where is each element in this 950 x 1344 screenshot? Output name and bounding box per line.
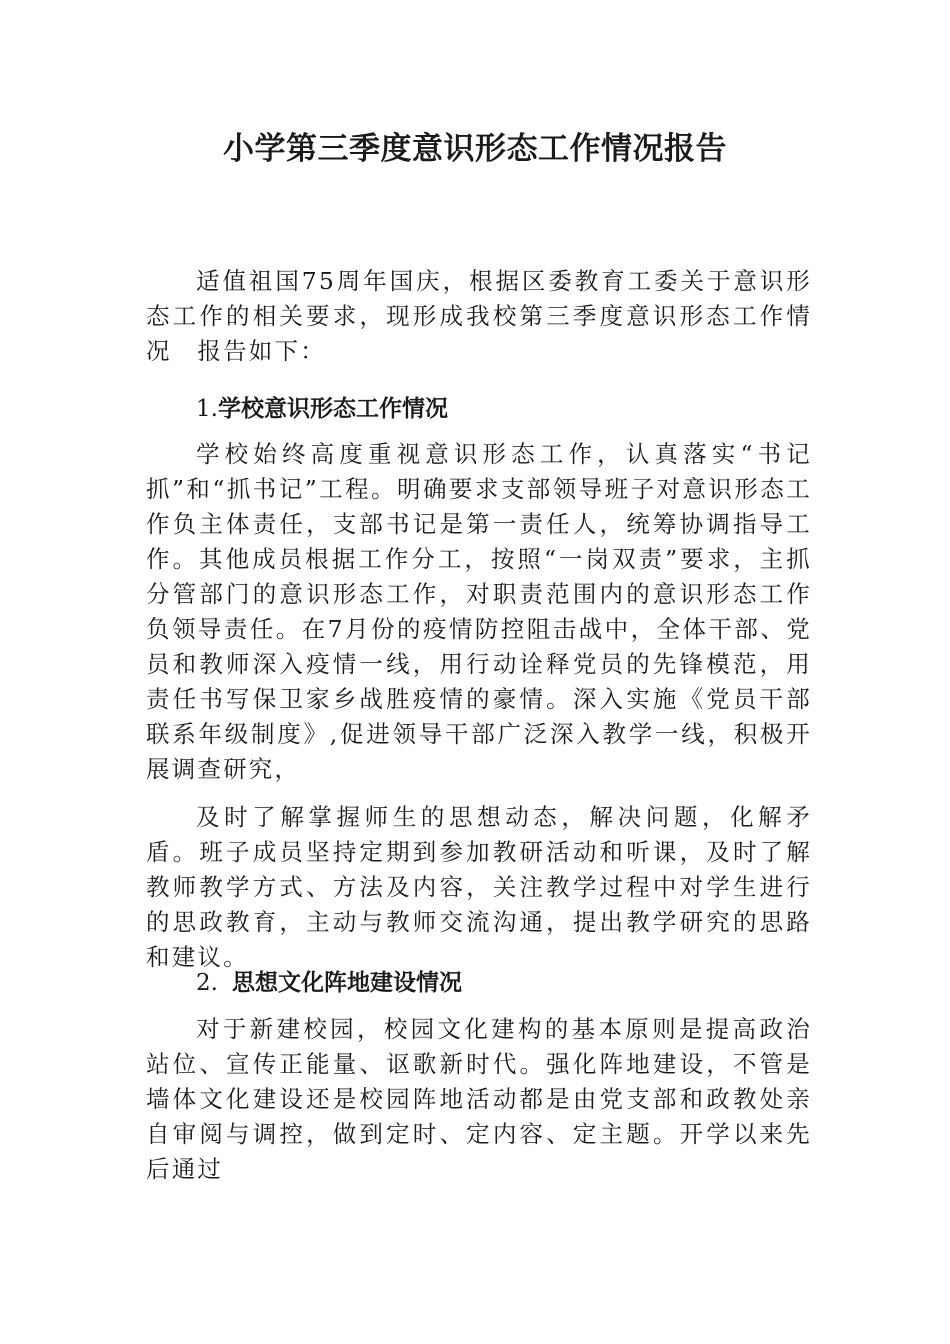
section-1-number: 1. xyxy=(196,396,218,422)
section-2-title: 思想文化阵地建设情况 xyxy=(231,970,462,996)
section-1-paragraph-2: 及时了解掌握师生的思想动态，解决问题，化解矛盾。班子成员坚持定期到参加教研活动和听课，及时了解教师教学方式、方法及内容，关注教学过程中对学生进行的思政教育，主动与教师交流沟通，提出教学研究的思路和建议。 xyxy=(146,803,812,971)
section-2-paragraph-1: 对于新建校园，校园文化建构的基本原则是提高政治站位、宣传正能量、讴歌新时代。强化阵地建设，不管是墙体文化建设还是校园阵地活动都是由党支部和政教处亲自审阅与调控，做到定时、定内容、定主题。开学以来先后通过 xyxy=(146,1015,812,1183)
section-2-number: 2. xyxy=(196,970,218,996)
document-title: 小学第三季度意识形态工作情况报告 xyxy=(223,131,727,167)
section-1-heading xyxy=(196,391,812,427)
intro-paragraph: 适值祖国75周年国庆，根据区委教育工委关于意识形 态工作的相关要求，现形成我校第三季度意识形态工作情况 报告如下： xyxy=(146,267,838,365)
section-1-title: 学校意识形态工作情况 xyxy=(217,396,448,422)
section-1-paragraph-1: 学校始终高度重视意识形态工作，认真落实“书记抓”和“抓书记”工程。明确要求支部领导班子对意识形态工作负主体责任，支部书记是第一责任人，统筹协调指导工作。其他成员根据工作分工，按照“一岗双责”要求，主抓分管部门的意识形态工作，对职责范围内的意识形态工作负领导责任。在7月份的疫情防控阻击战中，全体干部、党员和教师深入疫情一线，用行动诠释党员的先锋模范，用责任书写保卫家乡战胜疫情的豪情。深入实施《党员干部联系年级制度》,促进领导干部广泛深入教学一线，积极开展调查研究， xyxy=(146,440,812,783)
section-2-heading xyxy=(196,965,812,1001)
